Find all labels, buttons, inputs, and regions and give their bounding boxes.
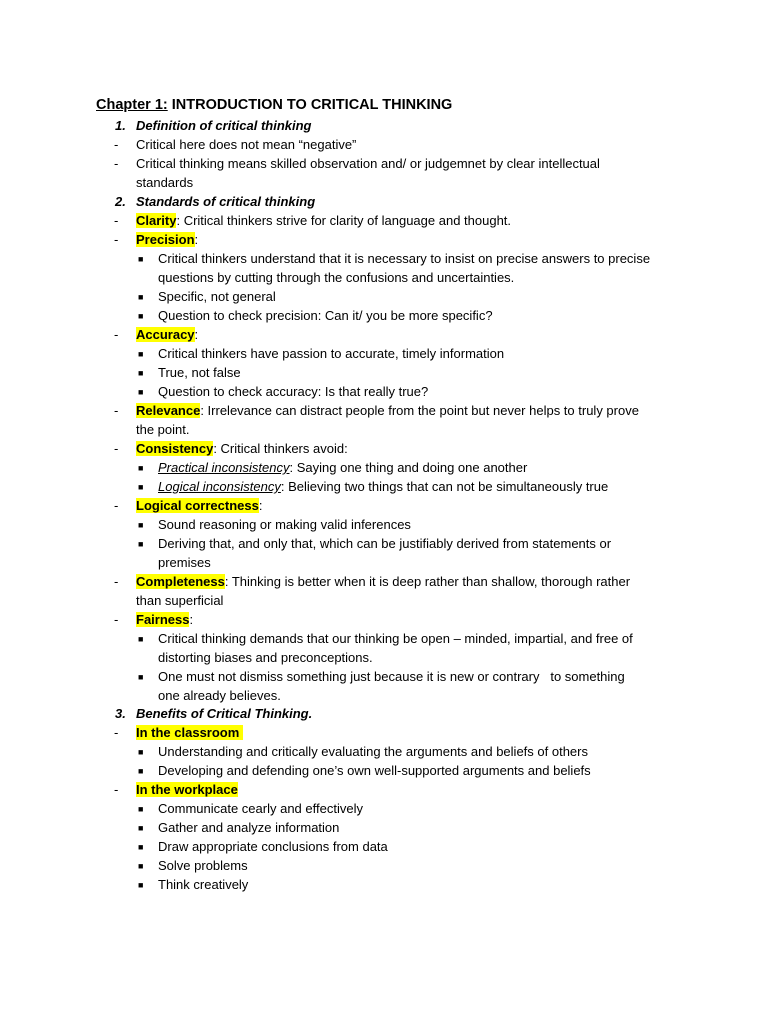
highlighted-term: Accuracy <box>136 327 195 342</box>
highlighted-term: Fairness <box>136 612 190 627</box>
highlighted-term: In the classroom <box>136 725 243 740</box>
highlighted-term: Precision <box>136 232 195 247</box>
chapter-heading <box>96 97 452 113</box>
bullet-square-icon: ■ <box>138 747 144 757</box>
chapter-title: INTRODUCTION TO CRITICAL THINKING <box>171 97 453 113</box>
bullet-square-icon: ■ <box>138 254 144 264</box>
bullet-square-icon: ■ <box>138 520 144 530</box>
bullet-square-icon: ■ <box>138 823 144 833</box>
bullet-square-icon: ■ <box>138 349 144 359</box>
highlighted-term: Completeness <box>136 574 225 589</box>
highlighted-term: Logical correctness <box>136 498 259 513</box>
bullet-square-icon: ■ <box>138 861 144 871</box>
bullet-square-icon: ■ <box>138 804 144 814</box>
bullet-square-icon: ■ <box>138 766 144 776</box>
bullet-square-icon: ■ <box>138 842 144 852</box>
document-page: Chapter 1: INTRODUCTION TO CRITICAL THINKING 1. Definition of critical thinking - Critical here does not mean “negative” - Critical thinking means skilled observation and/ or judgemnet by clear intellectual standards 2. Standards of critical thinking - Clarity: Critical thinkers strive for clarity of language and thought. - Precision: ■ Critical thinkers understand that it is necessary to insist on precise answers to precise questions by cutting through the confusions and uncertainties. ■ Specific, not general ■ Question to check precision: Can it/ you be more specific? - Accuracy: ■ Critical thinkers have passion to accurate, timely information ■ True, not false ■ Question to check accuracy: Is that really true? - Relevance: Irrelevance can distract people from the point but never helps to truly prove the point. - Consistency: Critical thinkers avoid: ■ Practical inconsistency: Saying one thing and doing one another ■ Logical inconsistency: Believing two things that can not be simultaneously true - Logical correctness: ■ Sound reasoning or making valid inferences ■ Deriving that, and only that, which can be justifiably derived from statements or premises - Completeness: Thinking is better when it is deep rather than shallow, thorough rather than superficial - Fairness: ■ Critical thinking demands that our thinking be open – minded, impartial, and free of distorting biases and preconceptions. ■ One must not dismiss something just because it is new or contrary to something one already believes. 3. Benefits of Critical Thinking. - In the classroom ■ Understanding and critically evaluating the arguments and beliefs of others ■ Developing and defending one’s own well-supported arguments and beliefs - In the workplace ■ Communicate cearly and effectively ■ Gather and analyze information ■ Draw appropriate conclusions from data ■ Solve problems ■ Think creatively <box>96 97 651 892</box>
bullet-square-icon: ■ <box>138 368 144 378</box>
highlighted-term: Consistency <box>136 441 214 456</box>
highlighted-term: Relevance <box>136 403 201 418</box>
bullet-square-icon: ■ <box>138 880 144 890</box>
chapter-label: Chapter 1: <box>96 97 168 113</box>
bullet-square-icon: ■ <box>138 672 144 682</box>
bullet-square-icon: ■ <box>138 311 144 321</box>
highlighted-term: In the workplace <box>136 782 238 797</box>
bullet-square-icon: ■ <box>138 463 144 473</box>
bullet-square-icon: ■ <box>138 292 144 302</box>
bullet-square-icon: ■ <box>138 634 144 644</box>
highlighted-term: Clarity <box>136 213 177 228</box>
bullet-square-icon: ■ <box>138 387 144 397</box>
bullet-square-icon: ■ <box>138 482 144 492</box>
bullet-square-icon: ■ <box>138 539 144 549</box>
